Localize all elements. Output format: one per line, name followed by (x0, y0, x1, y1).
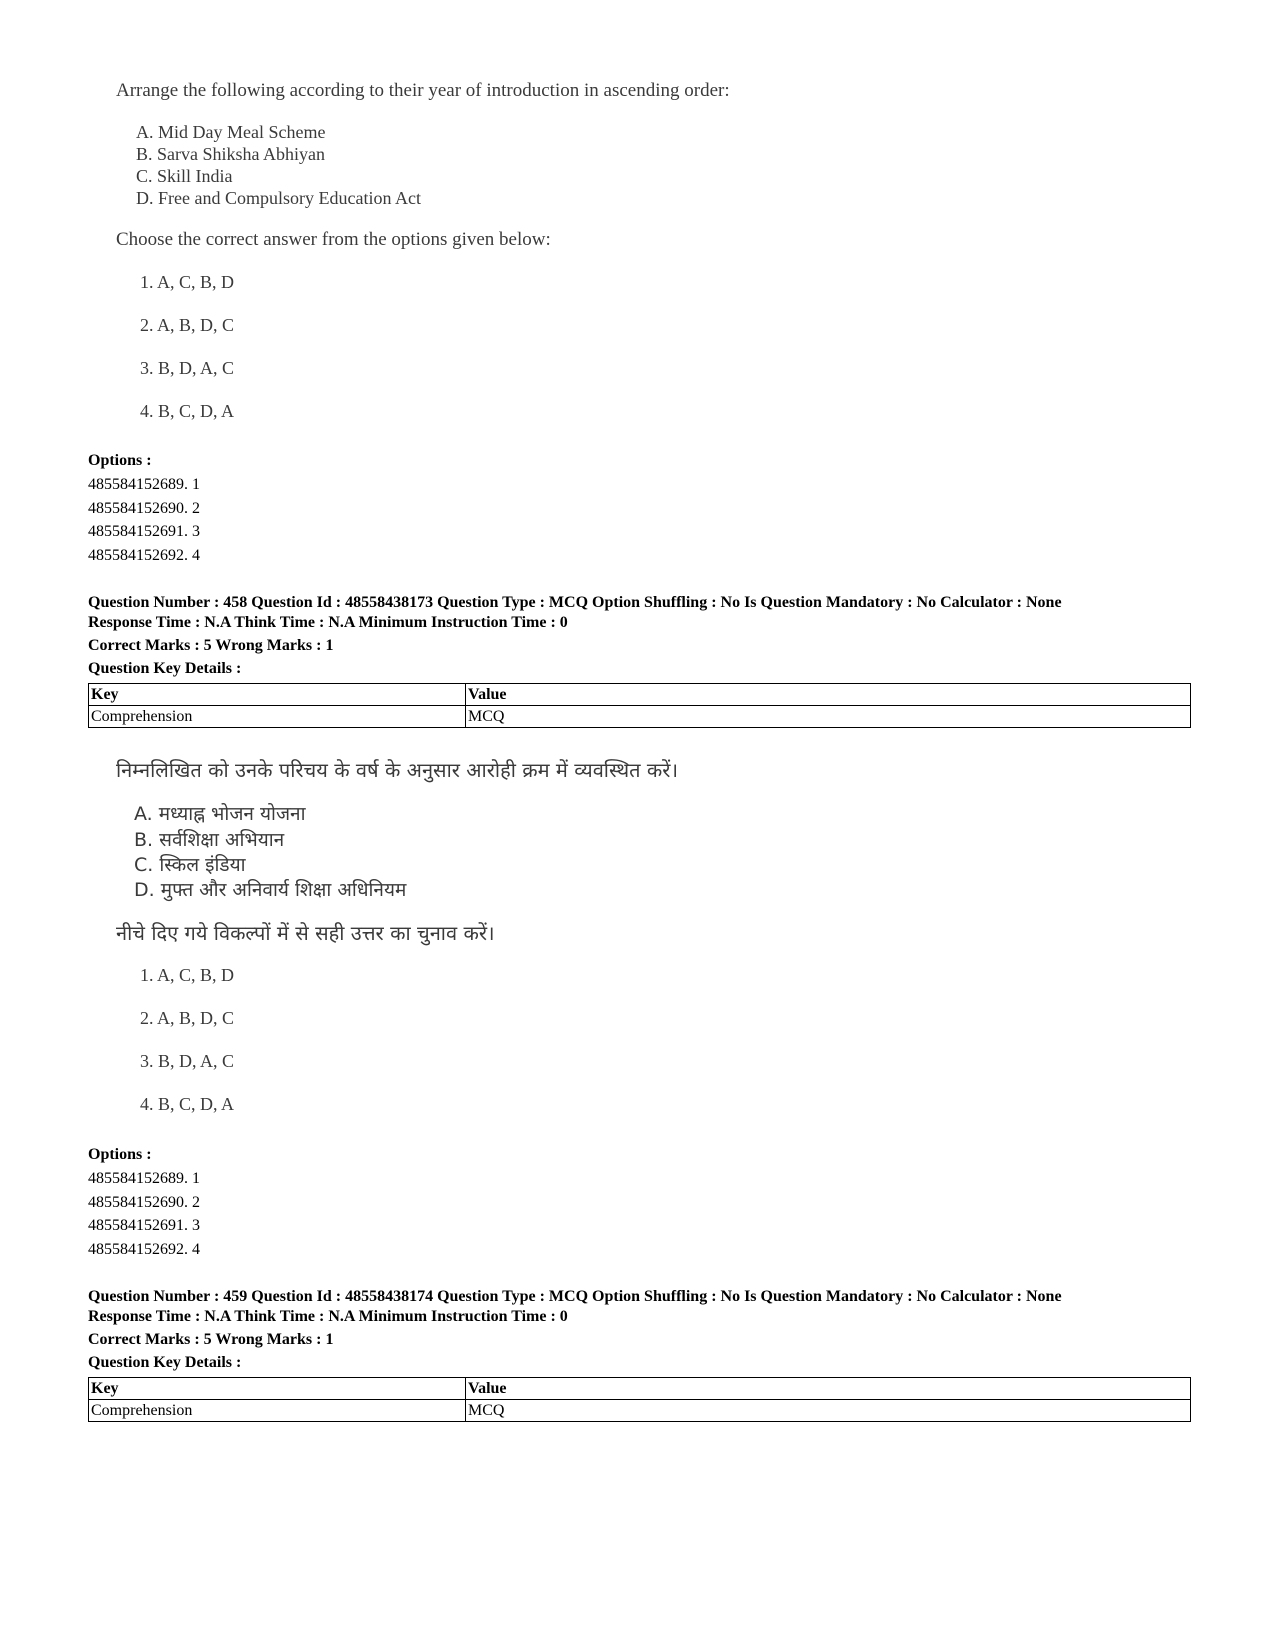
key-details-table (88, 1377, 1191, 1422)
table-cell-value: MCQ (466, 1400, 1191, 1422)
answer-option: 3. B, D, A, C (140, 1051, 235, 1071)
options-label: Options : (88, 1146, 152, 1163)
option-item: 485584152689. 1 (88, 476, 200, 493)
table-cell-key: Comprehension (89, 706, 466, 728)
list-item: B. Sarva Shiksha Abhiyan (136, 144, 325, 164)
question-meta-line: Question Number : 459 Question Id : 48558438174 Question Type : MCQ Option Shuffling : No Is Question Mandatory : No Calculator : None (88, 1288, 1062, 1305)
choose-instruction: Choose the correct answer from the options given below: (116, 229, 551, 250)
table-header-row (89, 1378, 1191, 1400)
option-item: 485584152691. 3 (88, 1217, 200, 1234)
list-item: A. Mid Day Meal Scheme (136, 122, 326, 142)
list-item: D. Free and Compulsory Education Act (136, 188, 421, 208)
answer-option: 1. A, C, B, D (140, 965, 235, 985)
question-image-hindi (88, 0, 808, 1140)
marks-line: Correct Marks : 5 Wrong Marks : 1 (88, 637, 334, 654)
options-label: Options : (88, 452, 152, 469)
option-item: 485584152691. 3 (88, 523, 200, 540)
option-item: 485584152689. 1 (88, 1170, 200, 1187)
answer-option: 1. A, C, B, D (140, 272, 235, 292)
option-item: 485584152690. 2 (88, 499, 200, 517)
options-block (88, 1145, 1188, 1261)
table-header-value: Value (466, 684, 1191, 706)
key-details-label: Question Key Details : (88, 660, 242, 677)
option-item: 485584152692. 4 (88, 546, 200, 564)
marks-line: Correct Marks : 5 Wrong Marks : 1 (88, 1331, 334, 1348)
answer-option: 2. A, B, D, C (140, 1008, 235, 1028)
question-timing-line: Response Time : N.A Think Time : N.A Minimum Instruction Time : 0 (88, 614, 568, 631)
question-459-header (88, 1287, 1188, 1422)
list-item: C. स्किल इंडिया (134, 854, 246, 876)
list-item: A. मध्याह्न भोजन योजना (134, 803, 306, 825)
question-timing-line: Response Time : N.A Think Time : N.A Minimum Instruction Time : 0 (88, 1308, 568, 1325)
choose-instruction: नीचे दिए गये विकल्पों में से सही उत्तर का चुनाव करें। (116, 921, 495, 945)
question-meta-line: Question Number : 458 Question Id : 48558438173 Question Type : MCQ Option Shuffling : No Is Question Mandatory : No Calculator : None (88, 594, 1062, 611)
list-item: D. मुफ्त और अनिवार्य शिक्षा अधिनियम (134, 879, 407, 901)
answer-option: 4. B, C, D, A (140, 401, 235, 421)
option-item: 485584152692. 4 (88, 1240, 200, 1258)
key-details-label: Question Key Details : (88, 1354, 242, 1371)
question-stem: निम्नलिखित को उनके परिचय के वर्ष के अनुसार आरोही क्रम में व्यवस्थित करें। (116, 758, 679, 782)
list-item: B. सर्वशिक्षा अभियान (134, 829, 285, 851)
question-stem: Arrange the following according to their year of introduction in ascending order: (116, 80, 730, 101)
table-cell-value: MCQ (466, 706, 1191, 728)
table-header-key: Key (89, 684, 466, 706)
table-cell-key: Comprehension (89, 1400, 466, 1422)
answer-option: 4. B, C, D, A (140, 1094, 235, 1114)
option-item: 485584152690. 2 (88, 1193, 200, 1211)
answer-option: 2. A, B, D, C (140, 315, 235, 335)
table-header-key: Key (89, 1378, 466, 1400)
table-row (89, 1400, 1191, 1422)
list-item: C. Skill India (136, 166, 233, 186)
table-header-value: Value (466, 1378, 1191, 1400)
answer-option: 3. B, D, A, C (140, 358, 235, 378)
